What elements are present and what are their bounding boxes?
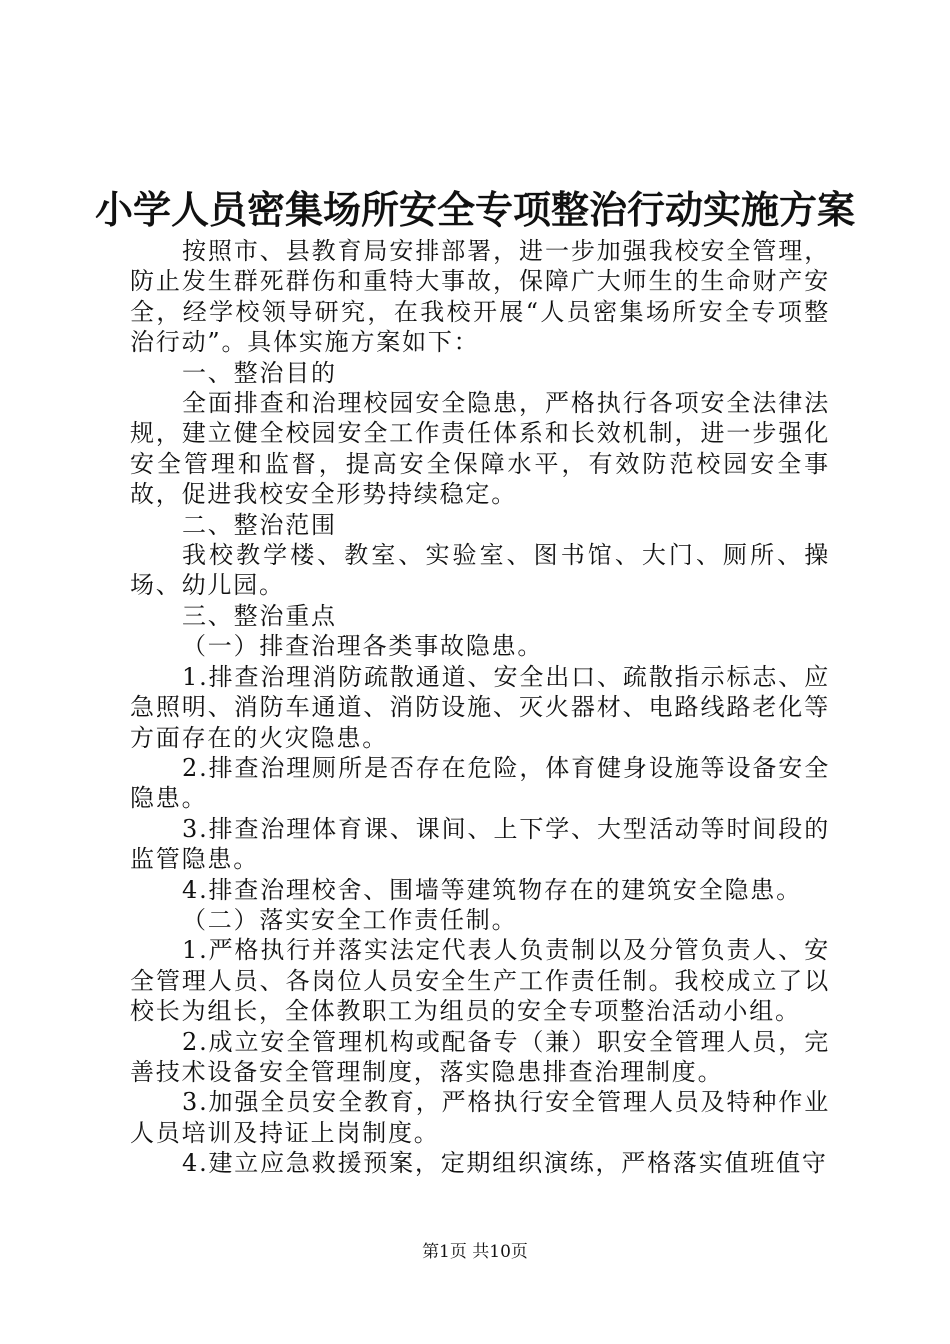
paragraph-scope: 我校教学楼、教室、实验室、图书馆、大门、厕所、操场、幼儿园。 — [130, 541, 830, 600]
page-number-footer: 第1页 共10页 — [422, 1242, 528, 1262]
document-body — [130, 236, 830, 1179]
paragraph-purpose: 全面排查和治理校园安全隐患，严格执行各项安全法律法规，建立健全校园安全工作责任体系和长效机制，进一步强化安全管理和监督，提高安全保障水平，有效防范校园安全事故，促进我校安全形势持续稳定。 — [130, 389, 830, 509]
list-item-1-1: 1.排查治理消防疏散通道、安全出口、疏散指示标志、应急照明、消防车通道、消防设施、灭火器材、电路线路老化等方面存在的火灾隐患。 — [130, 662, 830, 752]
document-title: 小学人员密集场所安全专项整治行动实施方案 — [94, 187, 855, 232]
list-item-2-4: 4.建立应急救援预案，定期组织演练，严格落实值班值守 — [182, 1149, 828, 1178]
paragraph-intro: 按照市、县教育局安排部署，进一步加强我校安全管理，防止发生群死群伤和重特大事故，保障广大师生的生命财产安全，经学校领导研究，在我校开展“人员密集场所安全专项整治行动”。具体实施方案如下： — [130, 237, 830, 357]
heading-section-3: 三、整治重点 — [182, 601, 337, 630]
list-item-1-4: 4.排查治理校舍、围墙等建筑物存在的建筑安全隐患。 — [182, 875, 802, 904]
list-item-1-3: 3.排查治理体育课、课间、上下学、大型活动等时间段的监管隐患。 — [130, 814, 830, 874]
subheading-2: （二）落实安全工作责任制。 — [182, 905, 518, 934]
list-item-2-3: 3.加强全员安全教育，严格执行安全管理人员及特种作业人员培训及持证上岗制度。 — [130, 1088, 830, 1147]
heading-section-2: 二、整治范围 — [182, 510, 337, 539]
subheading-1: （一）排查治理各类事故隐患。 — [182, 632, 544, 661]
list-item-2-2: 2.成立安全管理机构或配备专（兼）职安全管理人员，完善技术设备安全管理制度，落实隐患排查治理制度。 — [130, 1027, 830, 1086]
list-item-1-2: 2.排查治理厕所是否存在危险，体育健身设施等设备安全隐患。 — [130, 753, 830, 813]
list-item-2-1: 1.严格执行并落实法定代表人负责制以及分管负责人、安全管理人员、各岗位人员安全生产工作责任制。我校成立了以校长为组长，全体教职工为组员的安全专项整治活动小组。 — [130, 936, 830, 1026]
heading-section-1: 一、整治目的 — [182, 358, 337, 387]
